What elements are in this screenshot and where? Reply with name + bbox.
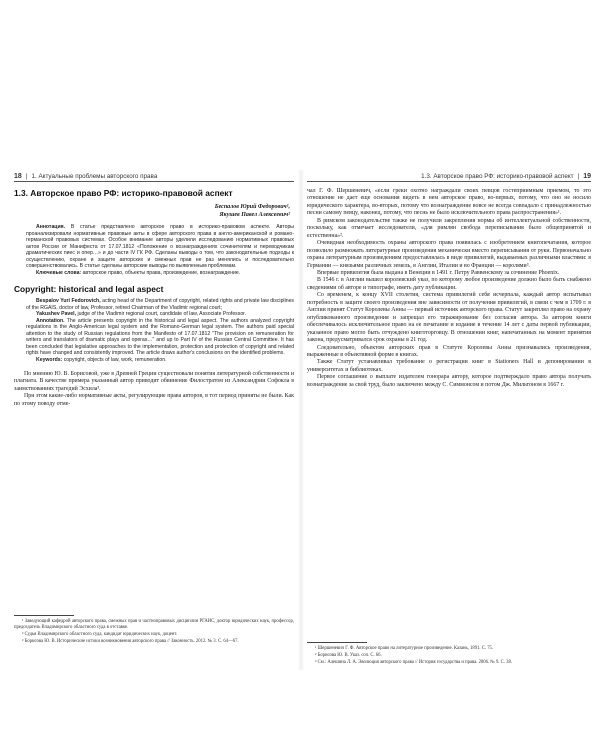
right-paragraph: В 1546 г. в Англии вышел королевский указ, по которому любое произведение должно было быть снабжено сведениями об авторе и типографе, иметь дату публикации. bbox=[307, 277, 591, 291]
right-paragraph: В римском законодательстве также не получили закрепления нормы об интеллектуальной собственности, поскольку, как отмечает исследователи, «для римлян свобода переписывания было общепринятой и естественна»². bbox=[307, 217, 591, 239]
right-paragraph: чал Г. Ф. Шершеневич, «если греки охотно награждали своих певцов гостеприимным приемом, то это отношение не дает еще основания видеть в нем авторское право, во-первых, потому, что оно не носило юридического характера, во-вторых, потому что вознаграждение вовсе не всегда совпадало с принадлежностью песни самому певцу, наконец, потому, что песнь не было исключительного права распространения»¹. bbox=[307, 188, 591, 217]
section-title: 1.3. Авторское право РФ: историко-правовой аспект bbox=[14, 188, 233, 198]
footnote: ² Судья Владимирского областного суда, кандидат юридических наук, доцент. bbox=[22, 632, 178, 637]
footnote: ³ См.: Алешина Л. А. Эволюция авторского права // История государства и права. 2006. № 9. С. 38. bbox=[315, 660, 512, 665]
left-page-number: 18 bbox=[14, 173, 22, 180]
left-content bbox=[14, 188, 294, 408]
right-paragraph: Первое соглашение о выплате издателем гонорара автору, которое подтверждало право автора получать вознаграждение за свой труд, было заключено между С. Симмонсом и потом Дж. Мильтоном в 1667 г. bbox=[307, 374, 591, 388]
left-page bbox=[14, 0, 294, 750]
footnote: ¹ Шершеневич Г. Ф. Авторское право на литературное произведение. Казань, 1891. С. 75. bbox=[315, 646, 494, 651]
footnote-rule bbox=[307, 642, 367, 643]
english-title: Copyright: historical and legal aspect bbox=[14, 284, 164, 294]
footnote: ² Борисова Ю. В. Указ. соч. С. 66. bbox=[315, 653, 382, 658]
right-page-number: 19 bbox=[583, 173, 591, 180]
footnote: ¹ Заведующий кафедрой авторского права, смежных прав и частноправовых дисциплин РГАИС, доктор юридических наук, профессор, председатель Владимирского областного суда в отставке. bbox=[14, 619, 294, 630]
left-running-head-text: 1. Актуальные проблемы авторского права bbox=[31, 173, 158, 180]
right-footnotes bbox=[307, 636, 591, 667]
right-paragraph: Следовательно, объектом авторских прав в Статуте Королевы Анны признавались произведения, выраженные в объективной форме в книгах. bbox=[307, 344, 591, 358]
right-running-head-text: 1.3. Авторское право РФ: историко-правовой аспект bbox=[421, 173, 574, 180]
right-page bbox=[307, 0, 591, 750]
right-paragraph: Очевидная необходимость охраны авторского права появилась с изобретением книгопечатания, которое позволило размножать литературные произведения механически вместо переписывания от руки. Первоначально охрана литературным произведениям предоставлялась в виде привилегий, выдаваемых различными властями: в Германии — князьями различных земель, в Англии, Италии и во Франции — королями³. bbox=[307, 240, 591, 269]
abstract-en bbox=[14, 298, 294, 363]
authors bbox=[14, 203, 290, 219]
right-content bbox=[307, 188, 591, 389]
left-running-head: 18 | 1. Актуальные проблемы авторского права bbox=[14, 172, 294, 182]
footnote: ³ Борисова Ю. В. Исторические истоки возникновения авторского права // Законность. 2012. № 3. С. 64—67. bbox=[22, 639, 239, 644]
right-paragraph: Со временем, к концу XVII столетия, система привилегий себя исчерпала, каждый автор испытывал потребность в защите своего произведения вне зависимости от получения привилегий, в связи с чем в 1709 г. в Англии принят Статут Королевы Анны — первый источник авторского права. Статут закреплял право на охрану опубликованного произведения и запрещал его тиражирование без согласия автора. За автором книги обеспечивалось исключительное право на ее печатание и издание в течение 14 лет с даты первой публикации, указанное право могло быть отчуждено книготорговцу. В отношении книг, напечатанных на момент принятия закона, предусматривался срок охраны в 21 год. bbox=[307, 292, 591, 344]
abstract-ru-annotation: Аннотация. В статье представлено авторское право в историко-правовом аспекте. Авторы проанализировали нормативные правовые акты в сфере авторского права в англо-американской и романо-германской правовых системах. Особое внимание авторы уделили исследованию нормативных правовых актов России от Манифеста от 17.07.1812 «Положение о вознаграждениях сочинителям и переводчикам драматических пиес и опер…» и до части IV ГК РФ. Сделаны выводы о том, что законодательные подходы к осуществлению, охране и защите авторских и смежных прав не раз менялись и последовательно совершенствовались. В статье сделаны авторские выводы по выявленным проблемам. bbox=[26, 224, 294, 269]
author-2: Якушев Павел Алексеевич² bbox=[219, 212, 290, 218]
footnote-rule bbox=[14, 615, 74, 616]
right-running-head: 1.3. Авторское право РФ: историко-правовой аспект | 19 bbox=[307, 172, 591, 182]
left-body-text bbox=[14, 371, 294, 408]
left-footnotes bbox=[14, 609, 294, 646]
abstract-ru bbox=[14, 224, 294, 276]
abstract-ru-keywords: Ключевые слова: авторское право, объекты права, произведение, вознаграждение. bbox=[36, 269, 241, 276]
author-1: Беспалов Юрий Федорович¹, bbox=[214, 204, 290, 210]
left-paragraph: При этом какие-либо нормативные акты, регулирующие права авторов, в тот период приняты не были. Как по этому поводу отме- bbox=[14, 393, 294, 407]
right-body-text bbox=[307, 188, 591, 389]
abstract-en-annotation: Annotation. The article presents copyright in the historical and legal aspect. The authors analyzed copyright regulations in the Anglo-American legal system and the Romano-German legal system. The authors paid special attention to the study of Russian regulations from the Manifesto of 17.07.1812 "The provision on remuneration for writers and translators of dramatic plays and operas…" and up to Part IV of the Russian Central Committee. It has been concluded that legislative approaches to the implementation, protection and protection of copyright and related rights have changed and consistently improved. The article draws author's conclusions on the identified problems. bbox=[26, 317, 294, 356]
abstract-en-author-1: Bespalov Yuri Fedorovich, acting head of the Department of copyright, related rights and private law disciplines of the RGAIS, doctor of law, Professor, retired Chairman of the Vladimir regional court; bbox=[26, 298, 294, 311]
abstract-en-keywords: Keywords: copyright, objects of law, work, remuneration. bbox=[36, 356, 167, 363]
abstract-en-author-2: Yakushev Pavel, judge of the Vladimir regional court, candidate of law, Associate Professor. bbox=[36, 311, 247, 317]
right-paragraph: Впервые привилегия была выдана в Венеции в 1491 г. Петру Раввенскому за сочинение Phoenix. bbox=[317, 269, 560, 276]
right-paragraph: Также Статут устанавливал требование о регистрации книг в Stationers Hall и депонировании в университетах и библиотеках. bbox=[307, 359, 591, 373]
book-gutter bbox=[298, 170, 304, 670]
left-paragraph: По мнению Ю. В. Борисовой, уже в Древней Греции существовали понятия литературной собственности и плагиата. В качестве примера указанный автор приводит обвинение Филостратом из Александрии Софокла в заимствованиях трагедий Эсхила³. bbox=[14, 371, 294, 392]
